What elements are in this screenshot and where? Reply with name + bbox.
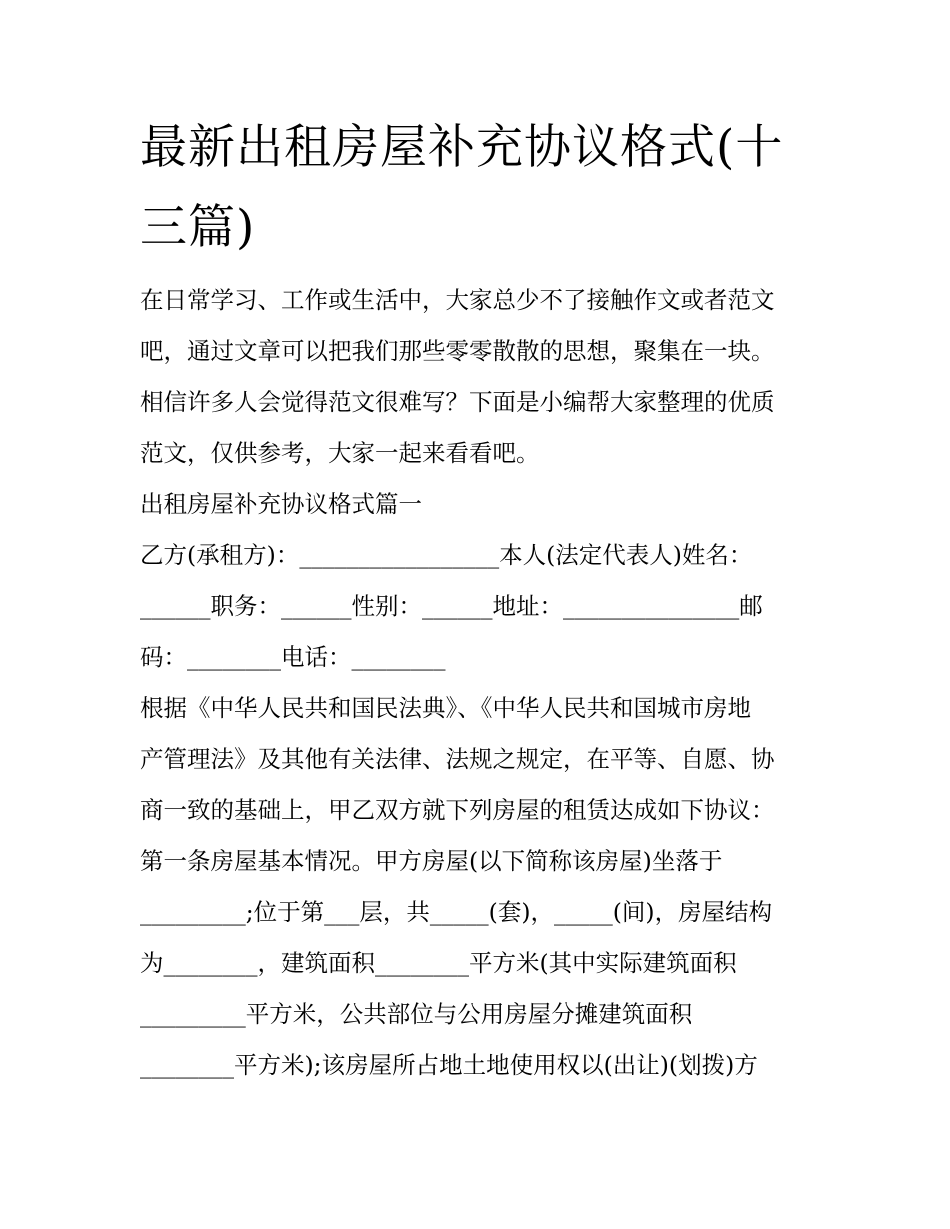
body-line: ______职务：______性别：______地址：_______________邮	[140, 592, 763, 620]
body-line: 商一致的基础上，甲乙双方就下列房屋的租赁达成如下协议：	[140, 796, 775, 824]
body-line: 为________，建筑面积________平方米(其中实际建筑面积	[140, 949, 737, 977]
body-line: ________平方米);该房屋所占地土地使用权以(出让)(划拨)方	[140, 1051, 758, 1079]
body-line: _________;位于第___层，共_____(套)，_____(间)，房屋结构	[140, 898, 773, 926]
body-line: _________平方米，公共部位与公用房屋分摊建筑面积	[140, 1000, 693, 1028]
body-line: 根据《中华人民共和国民法典》、《中华人民共和国城市房地	[140, 694, 751, 722]
body-line: 在日常学习、工作或生活中，大家总少不了接触作文或者范文	[140, 286, 775, 314]
body-line: 相信许多人会觉得范文很难写？下面是小编帮大家整理的优质	[140, 388, 775, 416]
document-title: 最新出租房屋补充协议格式(十三篇)	[140, 120, 784, 255]
body-line: 范文，仅供参考，大家一起来看看吧。	[140, 439, 540, 467]
body-line: 第一条房屋基本情况。甲方房屋(以下简称该房屋)坐落于	[140, 847, 723, 875]
section-heading: 出租房屋补充协议格式篇一	[140, 490, 422, 518]
body-line: 码：________电话：________	[140, 643, 446, 671]
body-line: 产管理法》及其他有关法律、法规之规定，在平等、自愿、协	[140, 745, 775, 773]
body-line: 吧，通过文章可以把我们那些零零散散的思想，聚集在一块。	[140, 337, 775, 365]
body-line: 乙方(承租方)：_________________本人(法定代表人)姓名：	[140, 541, 753, 569]
